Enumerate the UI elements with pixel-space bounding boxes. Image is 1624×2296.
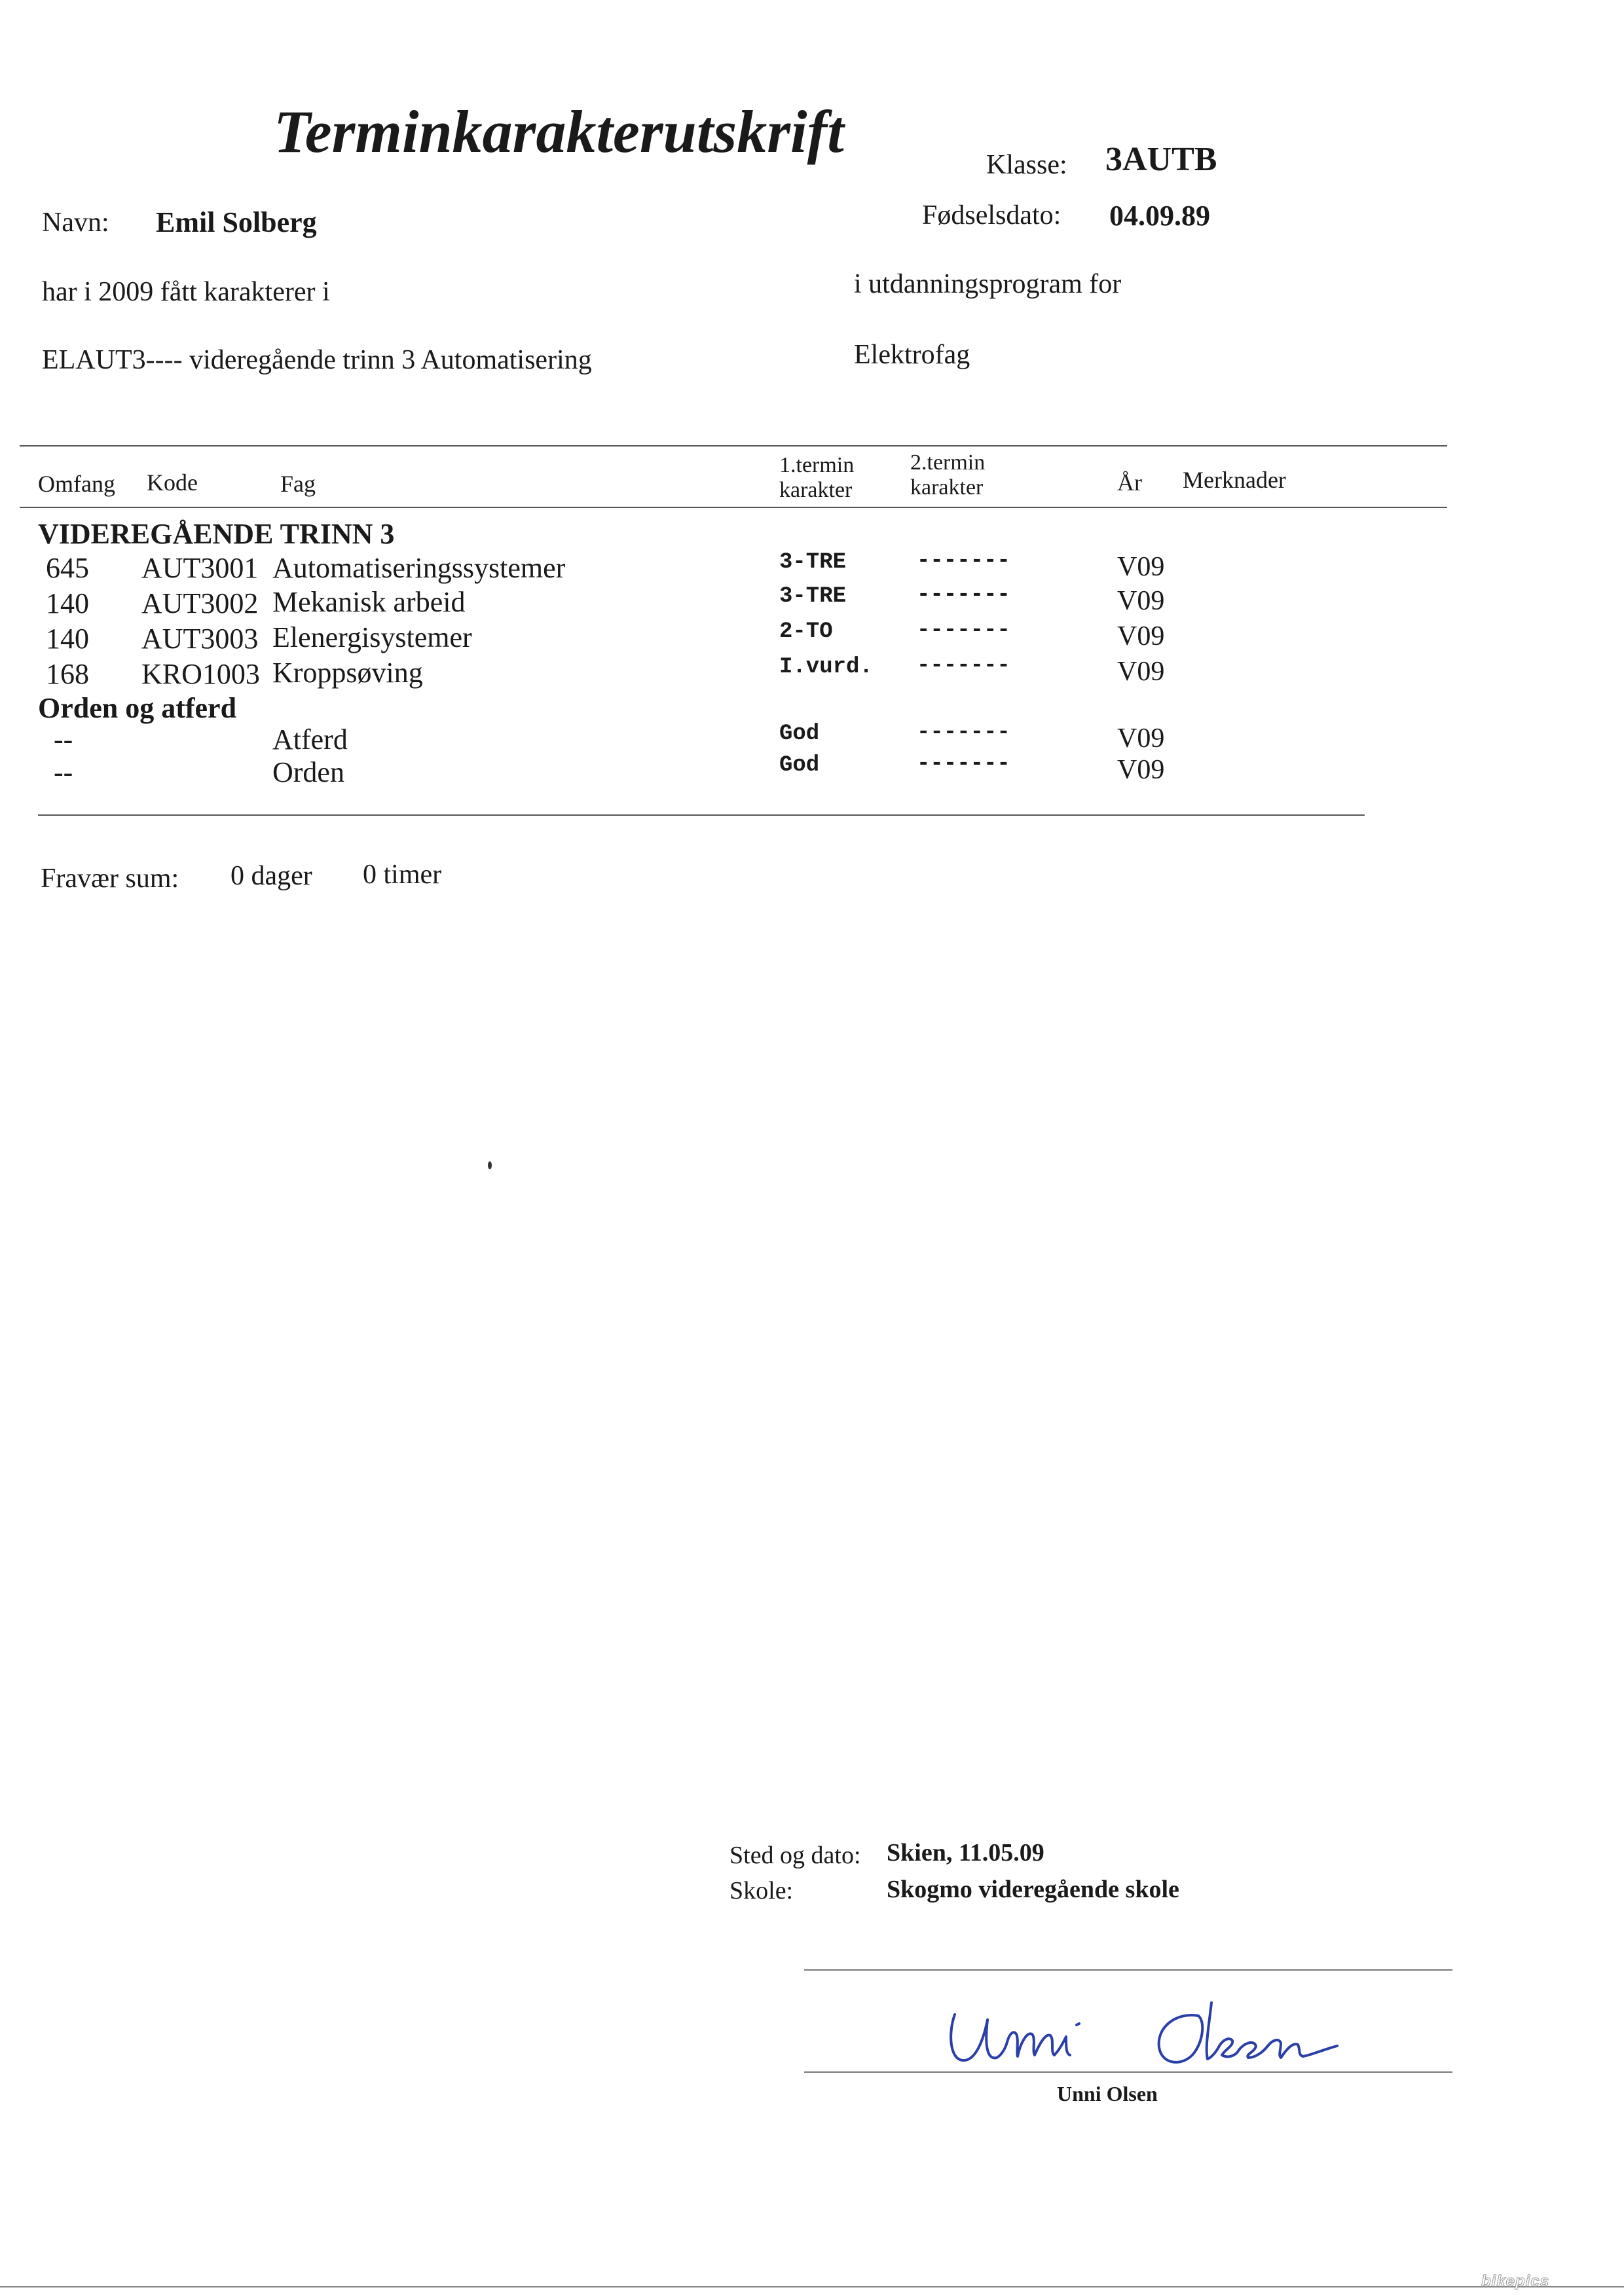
col-header-termin1-line1: 1.termin — [779, 453, 855, 477]
table-bottom-rule — [38, 814, 1365, 816]
row-ar: V09 — [1117, 586, 1165, 616]
skole-value: Skogmo videregående skole — [887, 1876, 1179, 1903]
row-ar: V09 — [1117, 723, 1165, 754]
row-fag: Elenergisystemer — [272, 621, 472, 653]
ink-speck — [488, 1161, 492, 1169]
row-termin1: God — [779, 753, 820, 778]
intro-right-text: i utdanningsprogram for — [854, 269, 1122, 299]
watermark-logo — [1481, 2272, 1599, 2289]
row-omfang: -- — [54, 756, 73, 788]
col-header-termin2-line2: karakter — [910, 475, 984, 500]
sted-value: Skien, 11.05.09 — [887, 1839, 1044, 1867]
row-termin2: ------- — [917, 653, 1010, 678]
row-omfang: 140 — [46, 623, 89, 655]
row-fag: Atferd — [272, 723, 348, 756]
klasse-value: 3AUTB — [1105, 141, 1217, 178]
signature-strokes — [951, 2003, 1337, 2062]
row-termin1: 2-TO — [779, 619, 833, 644]
row-omfang: 168 — [46, 658, 89, 690]
row-termin2: ------- — [917, 618, 1010, 643]
col-header-merknader: Merknader — [1183, 467, 1286, 493]
row-kode: AUT3001 — [141, 552, 259, 584]
section-title-orden: Orden og atferd — [38, 692, 237, 724]
fodselsdato-value: 04.09.89 — [1109, 200, 1210, 232]
watermark-text: bikepics — [1481, 2272, 1550, 2290]
program-right-text: Elektrofag — [854, 340, 970, 370]
scan-bottom-edge — [0, 2286, 1624, 2287]
signature-name: Unni Olsen — [1057, 2082, 1158, 2105]
sted-label: Sted og dato: — [729, 1842, 861, 1869]
row-termin1: I.vurd. — [779, 655, 873, 680]
row-ar: V09 — [1117, 621, 1165, 651]
row-kode: AUT3002 — [141, 587, 259, 619]
fravaer-timer: 0 timer — [363, 860, 442, 890]
row-termin2: ------- — [917, 752, 1010, 776]
row-termin1: 3-TRE — [779, 584, 847, 609]
row-ar: V09 — [1117, 657, 1165, 687]
row-fag: Mekanisk arbeid — [272, 586, 466, 618]
document-title: Terminkarakterutskrift — [274, 98, 844, 165]
signature-top-rule — [804, 1969, 1452, 1971]
row-ar: V09 — [1117, 552, 1165, 582]
col-header-termin1-line2: karakter — [779, 478, 853, 502]
col-header-termin1 — [779, 453, 854, 503]
fravaer-dager: 0 dager — [231, 861, 312, 891]
row-termin1: 3-TRE — [779, 550, 847, 575]
row-termin1: God — [779, 721, 820, 746]
col-header-kode: Kode — [147, 469, 198, 496]
section-title-trinn3: VIDEREGÅENDE TRINN 3 — [38, 518, 395, 550]
col-header-ar: År — [1117, 469, 1142, 496]
signature-bottom-rule — [804, 2071, 1452, 2073]
fravaer-label: Fravær sum: — [41, 864, 179, 894]
table-header-rule — [20, 507, 1447, 508]
row-omfang: 140 — [46, 587, 89, 619]
navn-value: Emil Solberg — [156, 206, 317, 238]
skole-label: Skole: — [729, 1877, 794, 1904]
col-header-fag: Fag — [280, 471, 316, 497]
row-omfang: 645 — [46, 552, 89, 584]
row-omfang: -- — [54, 723, 73, 756]
intro-left-text: har i 2009 fått karakterer i — [42, 277, 330, 307]
row-fag: Automatiseringssystemer — [272, 552, 566, 584]
program-left-text: ELAUT3---- videregående trinn 3 Automatisering — [42, 345, 592, 375]
row-kode: KRO1003 — [141, 658, 260, 690]
row-termin2: ------- — [917, 549, 1010, 574]
signature-image — [936, 1987, 1362, 2085]
col-header-omfang: Omfang — [38, 471, 115, 497]
row-termin2: ------- — [917, 720, 1010, 745]
fodselsdato-label: Fødselsdato: — [922, 200, 1061, 230]
row-kode: AUT3003 — [141, 623, 259, 655]
navn-label: Navn: — [42, 208, 109, 238]
row-ar: V09 — [1117, 755, 1165, 785]
table-top-rule — [20, 445, 1447, 446]
row-fag: Kroppsøving — [272, 657, 423, 689]
row-fag: Orden — [272, 756, 344, 788]
col-header-termin2 — [910, 450, 985, 500]
row-termin2: ------- — [917, 583, 1010, 608]
klasse-label: Klasse: — [986, 150, 1067, 180]
col-header-termin2-line1: 2.termin — [910, 450, 986, 475]
